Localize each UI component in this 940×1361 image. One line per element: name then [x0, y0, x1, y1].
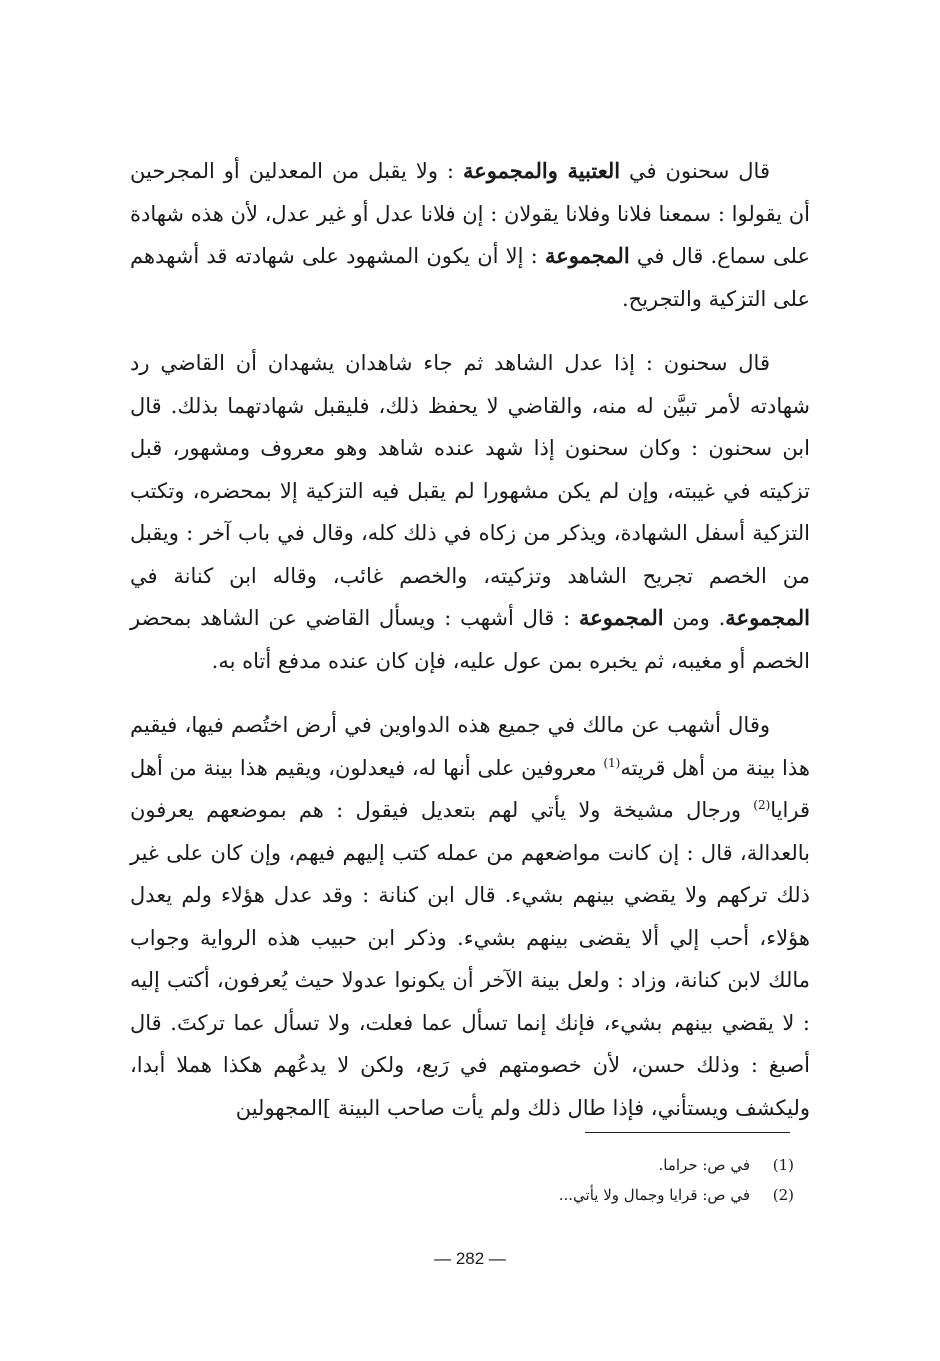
- main-text: [130, 150, 810, 1151]
- footnote-number: (1): [772, 1156, 794, 1174]
- footnote-ref-1: (1): [603, 755, 621, 770]
- text-run: قال سحنون : إذا عدل الشاهد ثم جاء شاهدان يشهدان أن القاضي رد شهادته لأمر تبيَّن له منه، والقاضي لا يحفظ ذلك، فليقبل شهادتهما بذلك. قال ابن سحنون : وكان سحنون إذا شهد عنده شاهد وهو معروف ومشهور، قبل تزكيته في غيبته، وإن لم يكن مشهورا لم يقبل فيه التزكية إلا بمحضره، وتكتب التزكية أسفل الشهادة، ويذكر من زكاه في ذلك كله، وقال في باب آخر : ويقبل من الخصم تجريح الشاهد وتزكيته، والخصم غائب، وقاله ابن كنانة في: [130, 351, 810, 588]
- text-run: وقال أشهب عن مالك في جميع هذه الدواوين في أرض اختُصم فيها، فيقيم هذا بينة من أهل قريته: [130, 713, 810, 780]
- book-title: المجموعة: [725, 605, 810, 630]
- paragraph-1: [130, 150, 810, 320]
- footnote-text: في ص: قرايا وجمال ولا يأتي...: [558, 1186, 750, 1204]
- footnote-number: (2): [772, 1186, 794, 1204]
- text-run: : ولا يقبل من المعدلين أو المجرحين أن يقولوا : سمعنا فلانا وفلانا يقولان : إن فلانا عدل أو غير عدل، لأن هذه شهادة على سماع. قال في: [130, 159, 811, 268]
- book-title: العتبية والمجموعة: [462, 158, 621, 183]
- footnotes: [134, 1150, 794, 1210]
- text-run: . ومن: [663, 606, 726, 630]
- footnote-text: في ص: حراما.: [658, 1156, 750, 1174]
- paragraph-2: [130, 342, 810, 682]
- text-run: ورجال مشيخة ولا يأتي لهم بتعديل فيقول : هم بموضعهم يعرفون بالعدالة، قال : إن كانت مواضعهم من عمله كتب إليهم فيهم، وإن كان على غير ذلك تركهم ولا يقضي بينهم بشيء. قال ابن كنانة : وقد عدل هؤلاء ولم يعدل هؤلاء، أحب إلي ألا يقضى بينهم بشيء. وذكر ابن حبيب هذه الرواية وجواب مالك لابن كنانة، وزاد : ولعل بينة الآخر أن يكونوا عدولا حيث يُعرفون، أكتب إليه : لا يقضي بينهم بشيء، فإنك إنما تسأل عما فعلت، ولا تسأل عما تركتَ. قال أصبغ : وذلك حسن، لأن خصومتهم في رَبع، ولكن لا يدعُهم هكذا هملا أبدا، وليكشف ويستأني، فإذا طال ذلك ولم يأت صاحب البينة ]المجهولين: [130, 798, 810, 1120]
- text-run: : قال أشهب : ويسأل القاضي عن الشاهد بمحضر الخصم أو مغيبه، ثم يخبره بمن عول عليه، فإن كان عنده مدفع أتاه به.: [130, 606, 810, 673]
- text-run: : إلا أن يكون المشهود على شهادته قد أشهدهم على التزكية والتجريح.: [130, 244, 810, 311]
- book-title: المجموعة: [578, 605, 664, 630]
- footnote-ref-2: (2): [753, 798, 771, 812]
- page-number: — 282 —: [434, 1249, 506, 1268]
- paragraph-3: [130, 704, 810, 1129]
- footnote-divider: [585, 1132, 790, 1133]
- text-run: معروفين على أنها له، فيعدلون، ويقيم هذا بينة من أهل قرايا: [130, 755, 810, 822]
- footnote-1: [134, 1150, 794, 1180]
- footnote-2: [134, 1180, 794, 1210]
- book-title: المجموعة: [544, 243, 630, 268]
- text-run: قال سحنون في: [620, 159, 770, 183]
